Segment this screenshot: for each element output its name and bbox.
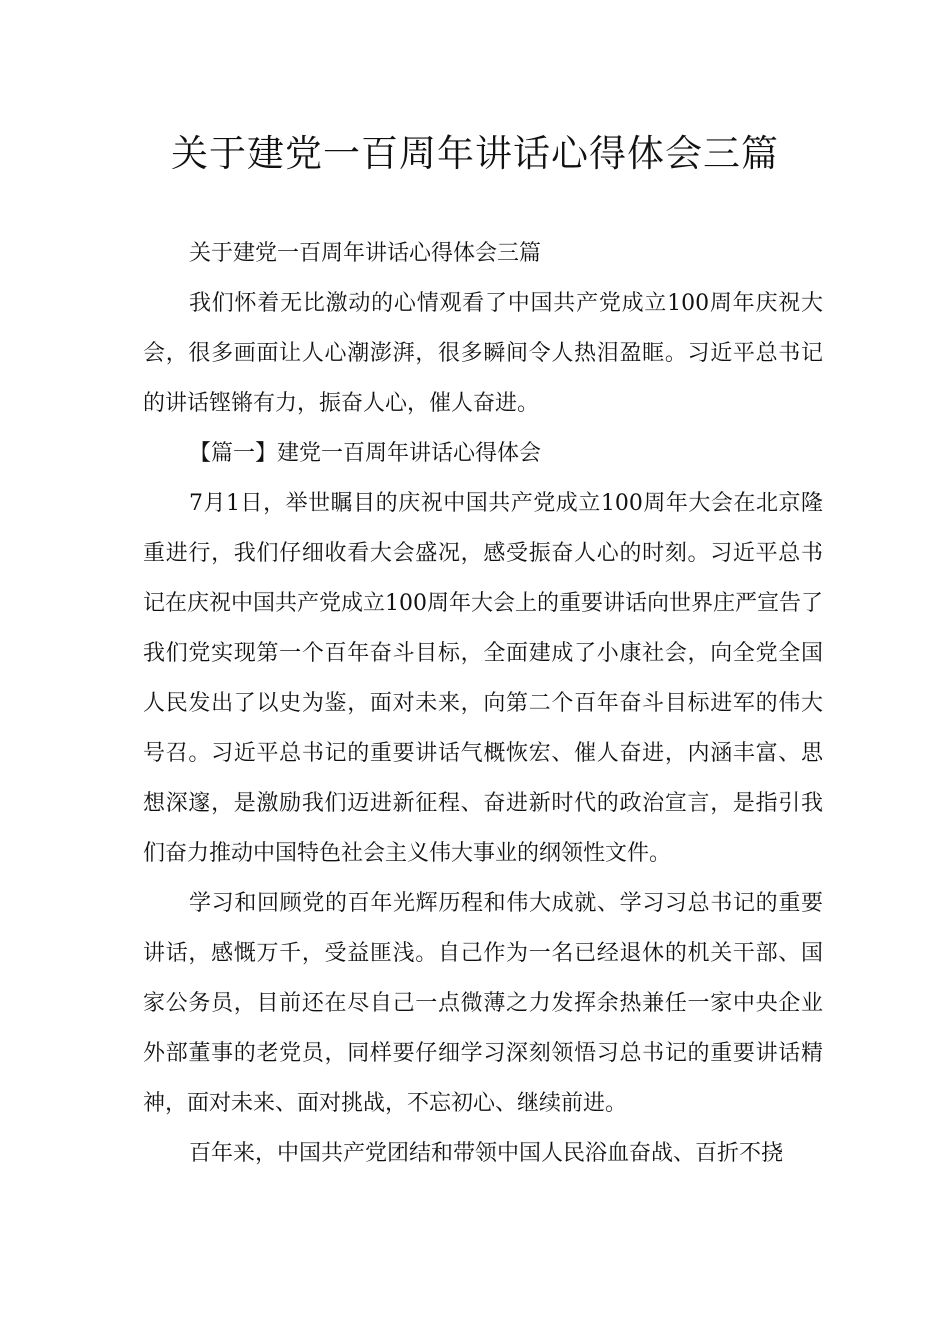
section-heading-part-one: 【篇一】建党一百周年讲话心得体会 — [189, 441, 542, 466]
paragraph-body: 百年来，中国共产党团结和带领中国人民浴血奋战、百折不挠 — [189, 1141, 784, 1166]
paragraph-intro: 我们怀着无比激动的心情观看了中国共产党成立100周年庆祝大会，很多画面让人心潮澎湃，很多瞬间令人热泪盈眶。习近平总书记的讲话铿锵有力，振奋人心，催人奋进。 — [143, 291, 823, 416]
paragraph-body: 7月1日，举世瞩目的庆祝中国共产党成立100周年大会在北京隆重进行，我们仔细收看大会盛况，感受振奋人心的时刻。习近平总书记在庆祝中国共产党成立100周年大会上的重要讲话向世界庄严宣告了我们党实现第一个百年奋斗目标，全面建成了小康社会，向全党全国人民发出了以史为鉴，面对未来，向第二个百年奋斗目标进军的伟大号召。习近平总书记的重要讲话气概恢宏、催人奋进，内涵丰富、思想深邃，是激励我们迈进新征程、奋进新时代的政治宣言，是指引我们奋力推动中国特色社会主义伟大事业的纲领性文件。 — [143, 491, 823, 866]
paragraph-body: 学习和回顾党的百年光辉历程和伟大成就、学习习总书记的重要讲话，感慨万千，受益匪浅。自己作为一名已经退休的机关干部、国家公务员，目前还在尽自己一点微薄之力发挥余热兼任一家中央企业外部董事的老党员，同样要仔细学习深刻领悟习总书记的重要讲话精神，面对未来、面对挑战，不忘初心、继续前进。 — [143, 891, 823, 1116]
paragraph-subtitle: 关于建党一百周年讲话心得体会三篇 — [189, 241, 542, 266]
document-body — [143, 229, 823, 1179]
document-title: 关于建党一百周年讲话心得体会三篇 — [171, 132, 779, 175]
